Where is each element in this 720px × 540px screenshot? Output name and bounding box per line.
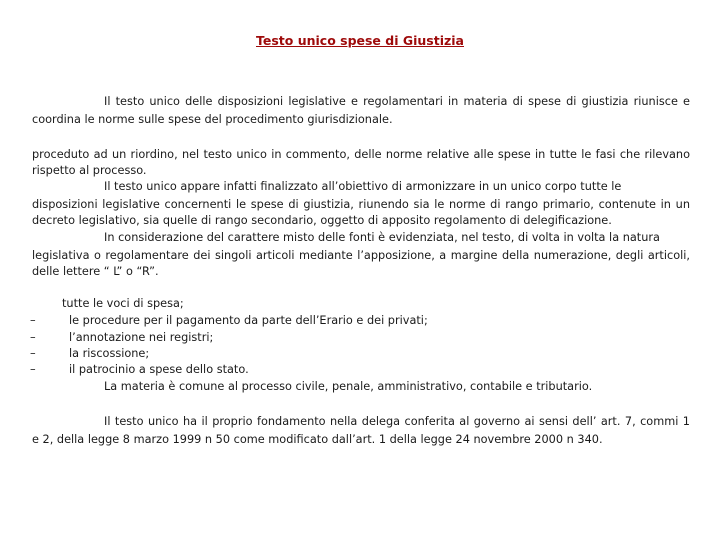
paragraph-2-line-1: proceduto ad un riordino, nel testo unico in commento, delle norme relative alle spese in tutte le fasi che rilevano xyxy=(32,148,690,161)
paragraph-4-line-2: legislativa o regolamentare dei singoli articoli mediante l’apposizione, a margine della numerazione, degli articoli, xyxy=(32,249,690,262)
paragraph-4-line-1: In considerazione del carattere misto delle fonti è evidenziata, nel testo, di volta in volta la natura xyxy=(104,231,660,244)
paragraph-2-line-2: rispetto al processo. xyxy=(32,164,147,177)
list-item: la riscossione; xyxy=(69,347,150,360)
list-item: le procedure per il pagamento da parte dell’Erario e dei privati; xyxy=(69,314,428,327)
list-dash: – xyxy=(30,314,36,327)
list-dash: – xyxy=(30,363,36,376)
paragraph-3-line-1: Il testo unico appare infatti finalizzato all’obiettivo di armonizzare in un unico corpo tutte le xyxy=(104,180,622,193)
paragraph-6-line-2: e 2, della legge 8 marzo 1999 n 50 come modificato dall’art. 1 della legge 24 novembre 2000 n 340. xyxy=(32,433,603,446)
list-dash: – xyxy=(30,347,36,360)
paragraph-3-line-3: decreto legislativo, sia quelle di rango secondario, oggetto di apposito regolamento di delegificazione. xyxy=(32,214,612,227)
paragraph-3-line-2: disposizioni legislative concernenti le spese di giustizia, riunendo sia le norme di rango primario, contenute in un xyxy=(32,198,690,211)
list-intro: tutte le voci di spesa; xyxy=(62,297,184,310)
list-item: l’annotazione nei registri; xyxy=(69,331,214,344)
list-dash: – xyxy=(30,331,36,344)
paragraph-1-line-1: Il testo unico delle disposizioni legislative e regolamentari in materia di spese di giustizia riunisce e xyxy=(104,95,690,108)
paragraph-4-line-3: delle lettere “ L” o “R”. xyxy=(32,265,159,278)
paragraph-1-line-2: coordina le norme sulle spese del procedimento giurisdizionale. xyxy=(32,113,393,126)
paragraph-5: La materia è comune al processo civile, penale, amministrativo, contabile e tributario. xyxy=(104,380,593,393)
page-title: Testo unico spese di Giustizia xyxy=(256,33,464,48)
list-item: il patrocinio a spese dello stato. xyxy=(69,363,249,376)
paragraph-6-line-1: Il testo unico ha il proprio fondamento nella delega conferita al governo ai sensi dell’ art. 7, commi 1 xyxy=(104,415,690,428)
